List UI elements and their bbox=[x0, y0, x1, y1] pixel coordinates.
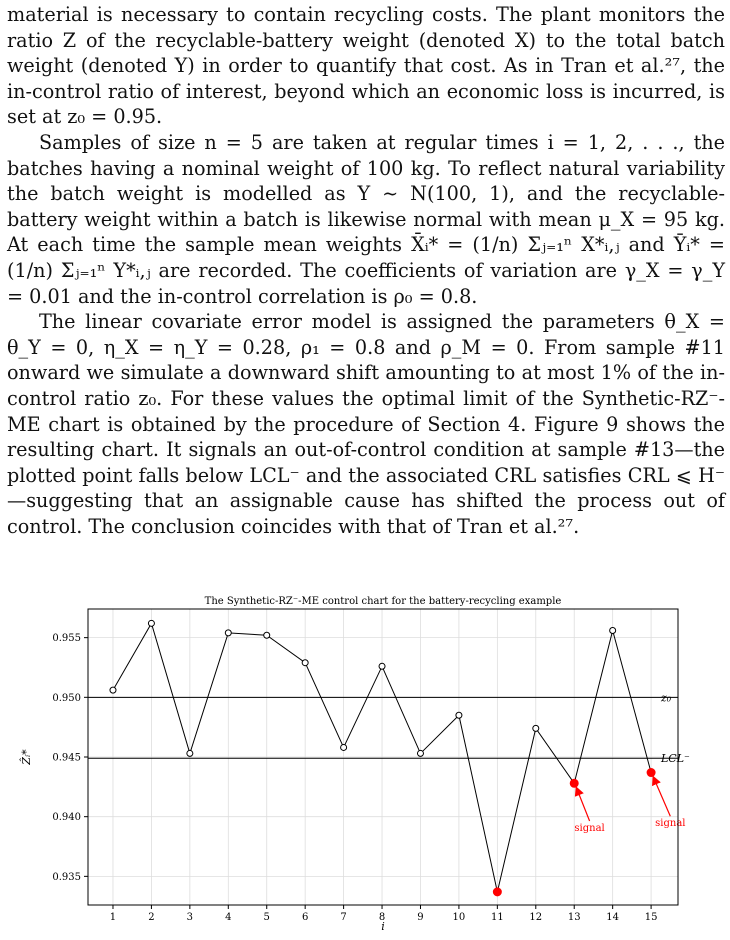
x-tick-label: 15 bbox=[644, 912, 658, 923]
x-tick-label: 10 bbox=[452, 912, 466, 923]
signal-arrow bbox=[576, 787, 589, 821]
chart-title: The Synthetic-RZ⁻-ME control chart for the battery-recycling example bbox=[204, 596, 562, 607]
body-text bbox=[7, 2, 725, 539]
paragraph-2: Samples of size n = 5 are taken at regular times i = 1, 2, . . ., the batches having a nominal weight of 100 kg. To reflect natural variability the batch weight is modelled as Y ∼ N(100, 1), and the recyclable-battery weight within a batch is likewise normal with mean μ_X = 95 kg. At each time the sample mean weights X̄ᵢ* = (1/n) Σⱼ₌₁ⁿ X*ᵢ,ⱼ and Ȳᵢ* = (1/n) Σⱼ₌₁ⁿ Y*ᵢ,ⱼ are recorded. The coefficients of variation are γ_X = γ_Y = 0.01 and the in-control correlation is ρ₀ = 0.8. bbox=[7, 130, 725, 308]
hline-label: LCL⁻ bbox=[661, 752, 690, 766]
data-point bbox=[379, 663, 385, 669]
x-tick-label: 8 bbox=[378, 912, 386, 923]
grid bbox=[88, 609, 678, 905]
x-tick-label: 14 bbox=[606, 912, 620, 923]
data-point bbox=[264, 632, 270, 638]
y-tick-label: 0.950 bbox=[52, 692, 81, 704]
y-tick-label: 0.955 bbox=[52, 633, 81, 645]
x-axis-label: i bbox=[381, 920, 385, 933]
x-tick-label: 3 bbox=[186, 912, 194, 923]
x-tick-label: 7 bbox=[340, 912, 347, 923]
y-tick-label: 0.940 bbox=[52, 812, 81, 824]
x-tick-label: 9 bbox=[417, 912, 424, 923]
data-point bbox=[456, 712, 462, 718]
data-point bbox=[341, 744, 347, 750]
data-point bbox=[302, 660, 308, 666]
x-tick-label: 4 bbox=[225, 912, 232, 923]
figure-9 bbox=[0, 585, 730, 935]
x-tick-label: 13 bbox=[567, 912, 581, 923]
x-tick-label: 1 bbox=[109, 912, 117, 923]
data-point bbox=[148, 620, 154, 626]
paragraph-3: The linear covariate error model is assigned the parameters θ_X = θ_Y = 0, η_X = η_Y = 0.28, ρ₁ = 0.8 and ρ_M = 0. From sample #11 onward we simulate a downward shift amounting to at most 1% of the in-control ratio z₀. For these values the optimal limit of the Synthetic-RZ⁻-ME chart is obtained by the procedure of Section 4. Figure 9 shows the resulting chart. It signals an out-of-control condition at sample #13—the plotted point falls below LCL⁻ and the associated CRL satisfies CRL ⩽ H⁻—suggesting that an assignable cause has shifted the process out of control. The conclusion coincides with that of Tran et al.²⁷. bbox=[7, 310, 725, 538]
signal-arrow bbox=[653, 777, 670, 817]
x-tick-label: 12 bbox=[529, 912, 543, 923]
x-tick-label: 2 bbox=[148, 912, 155, 923]
x-tick-label: 5 bbox=[263, 912, 270, 923]
signal-point bbox=[570, 779, 578, 787]
control-chart bbox=[0, 585, 730, 935]
signal-label: signal bbox=[574, 823, 605, 834]
signal-label: signal bbox=[655, 818, 686, 830]
paragraph-1: material is necessary to contain recycling costs. The plant monitors the ratio Z of the recyclable-battery weight (denoted X) to the total batch weight (denoted Y) in order to quantify that cost. As in Tran et al.²⁷, the in-control ratio of interest, beyond which an economic loss is incurred, is set at z₀ = 0.95. bbox=[7, 3, 725, 129]
hline-label: z₀ bbox=[661, 691, 672, 705]
x-tick-label: 11 bbox=[490, 912, 504, 923]
data-point bbox=[110, 687, 116, 693]
annotations bbox=[574, 777, 685, 834]
y-tick-label: 0.945 bbox=[52, 752, 81, 764]
y-axis-ticks bbox=[52, 633, 88, 883]
data-point bbox=[610, 627, 616, 633]
signal-point bbox=[493, 888, 501, 896]
signal-point bbox=[647, 769, 655, 777]
x-tick-label: 6 bbox=[301, 912, 309, 923]
y-tick-label: 0.935 bbox=[52, 871, 81, 883]
reference-lines bbox=[88, 691, 690, 765]
data-point bbox=[187, 750, 193, 756]
y-axis-label: Ẑᵢ* bbox=[20, 749, 33, 765]
data-point bbox=[225, 630, 231, 636]
data-point bbox=[417, 750, 423, 756]
data-point bbox=[533, 725, 539, 731]
